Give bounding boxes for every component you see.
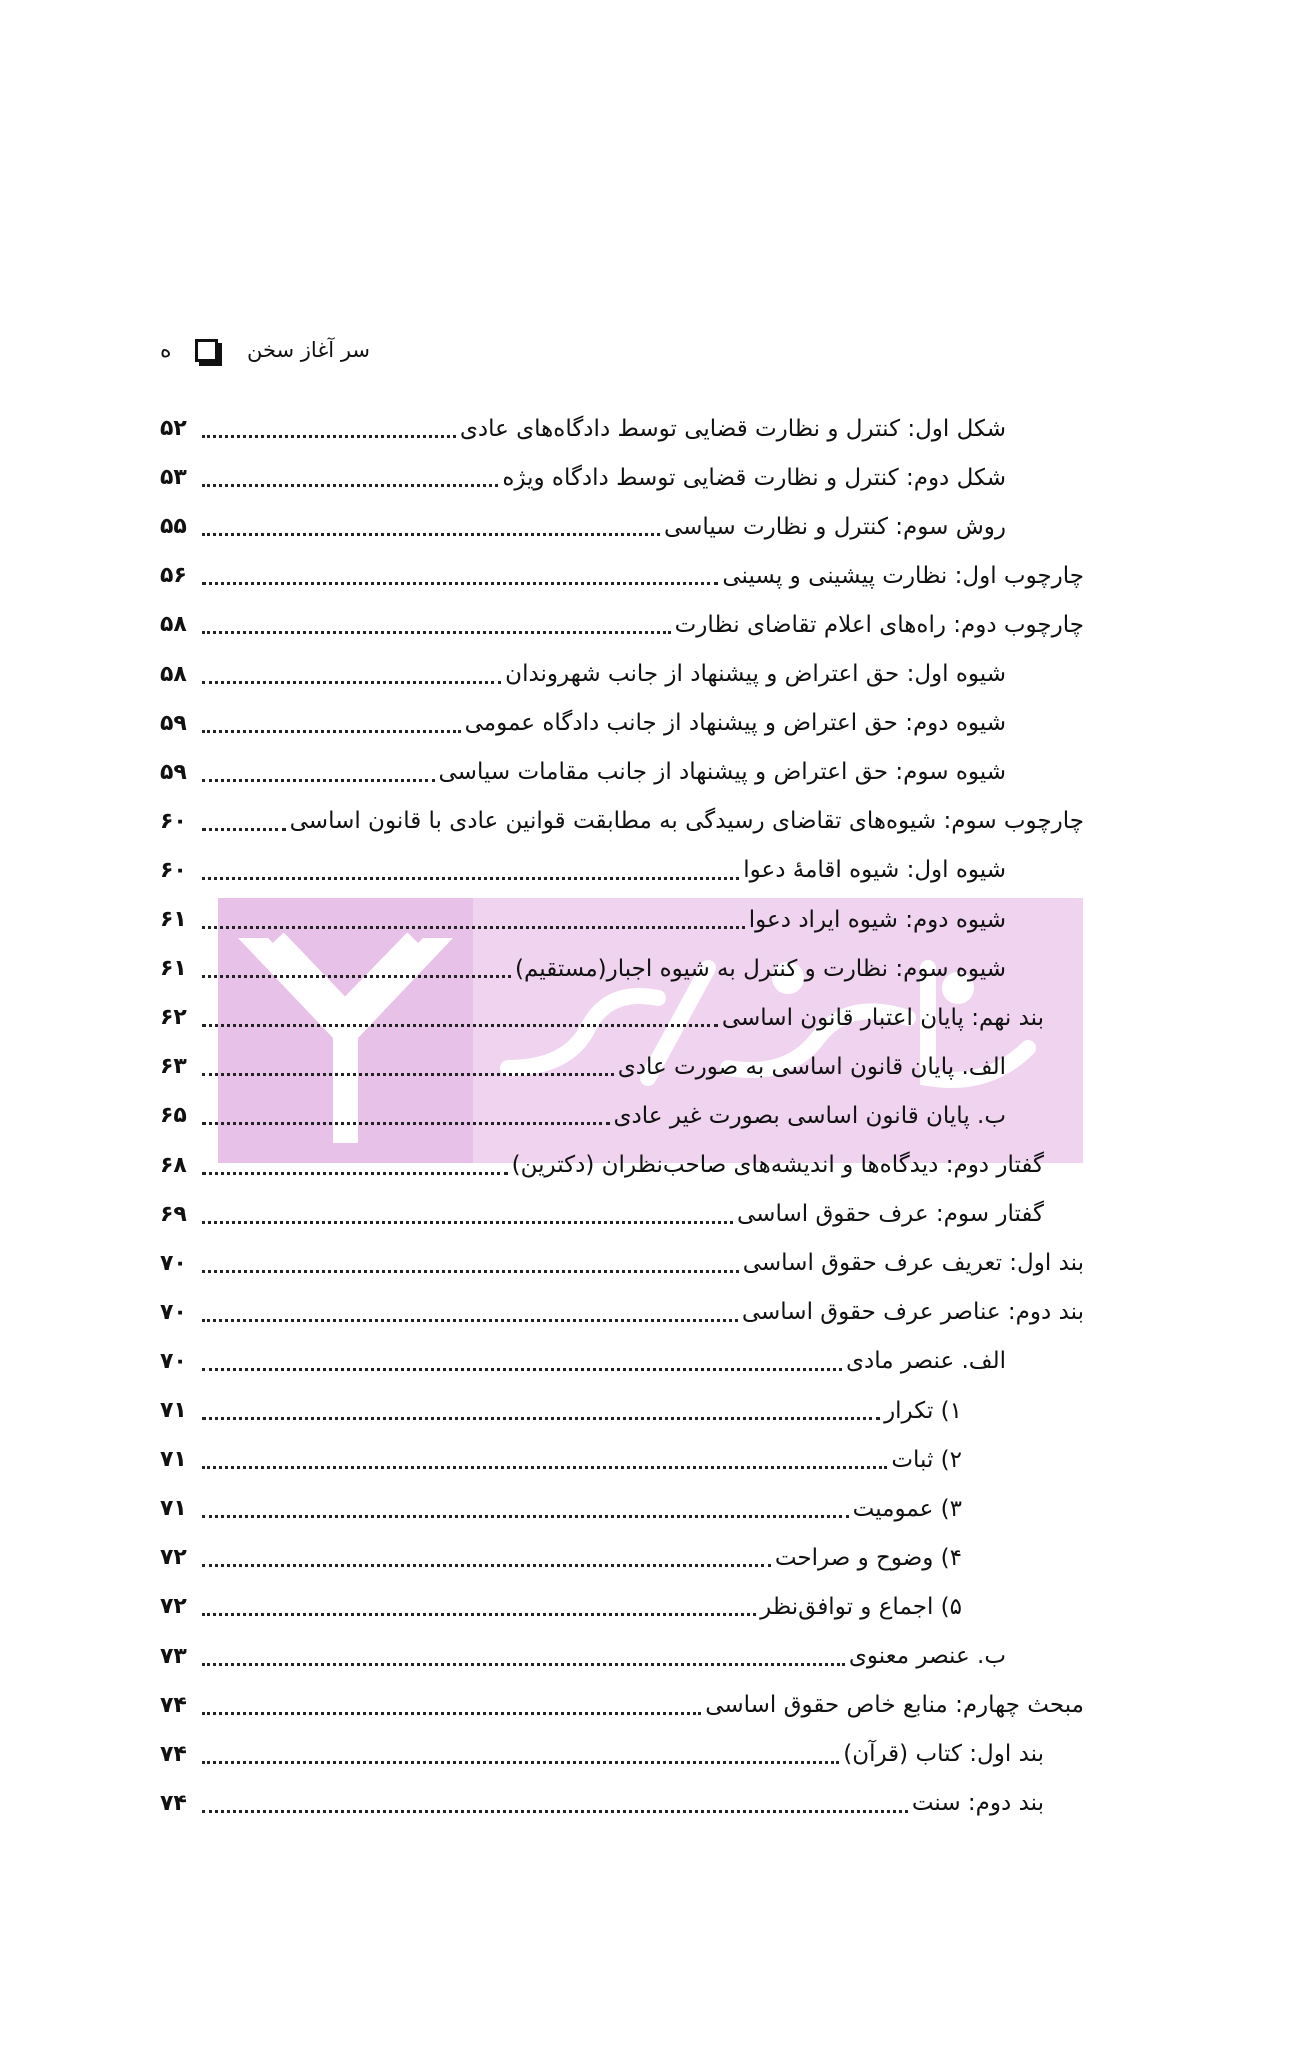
toc-entry[interactable] [160,1239,1084,1288]
toc-entry-page: ۷۰ [160,1299,187,1325]
toc-entry-page: ۶۸ [160,1152,187,1178]
dot-leader [202,1417,880,1420]
page-folio: ه [160,337,172,363]
dot-leader [202,828,286,831]
toc-entry[interactable] [160,551,1084,600]
toc-entry[interactable] [160,699,1006,748]
toc-entry-page: ۵۸ [160,661,187,687]
toc-entry-page: ۵۳ [160,465,187,491]
toc-entry-title: بند دوم: سنت [911,1790,1044,1817]
toc-entry[interactable] [160,1779,1044,1828]
toc-entry-page: ۷۱ [160,1447,187,1473]
dot-leader [202,779,435,782]
toc-entry[interactable] [160,453,1006,502]
toc-entry[interactable] [160,1337,1006,1386]
toc-entry-title: ۳) عمومیت [852,1495,962,1522]
toc-entry-page: ۵۸ [160,612,187,638]
toc-entry-title: ۵) اجماع و توافق‌نظر [760,1593,962,1620]
dot-leader [202,1761,839,1764]
toc-entry-title: بند نهم: پایان اعتبار قانون اساسی [721,1004,1044,1031]
dot-leader [202,1319,738,1322]
toc-entry-page: ۵۵ [160,514,187,540]
toc-entry[interactable] [160,1288,1084,1337]
toc-entry[interactable] [160,993,1044,1042]
dot-leader [202,1073,614,1076]
running-title: سر آغاز سخن [246,338,370,362]
toc-entry-title: بند اول: تعریف عرف حقوق اساسی [742,1250,1084,1277]
toc-entry-page: ۶۳ [160,1054,187,1080]
toc-entry-page: ۷۴ [160,1692,187,1718]
toc-entry-title: گفتار دوم: دیدگاه‌ها و اندیشه‌های صاحب‌نظران (دکترین) [511,1152,1044,1178]
toc-entry-page: ۷۲ [160,1594,187,1620]
dot-leader [202,533,660,536]
toc-entry-title: شیوه سوم: حق اعتراض و پیشنهاد از جانب مقامات سیاسی [438,759,1006,786]
toc-entry[interactable] [160,502,1006,551]
toc-entry-page: ۵۶ [160,563,187,589]
dot-leader [202,877,739,880]
toc-entry-title: شیوه سوم: نظارت و کنترل به شیوه اجبار(مستقیم) [515,955,1006,982]
dot-leader [202,1221,733,1224]
dot-leader [202,1810,908,1813]
toc-entry-title: مبحث چهارم: منابع خاص حقوق اساسی [705,1692,1084,1719]
toc-entry[interactable] [160,1632,1006,1681]
toc-entry-page: ۷۴ [160,1741,187,1767]
toc-entry-page: ۵۲ [160,416,187,441]
toc-entry[interactable] [160,1730,1044,1779]
toc-entry-page: ۶۵ [160,1103,187,1129]
toc-entry[interactable] [160,944,1006,993]
dot-leader [202,631,671,634]
dot-leader [202,730,461,733]
dot-leader [202,1564,771,1567]
toc-entry-page: ۶۰ [160,857,187,883]
toc-entry[interactable] [160,650,1006,699]
dot-leader [202,435,456,438]
toc-entry[interactable] [160,600,1084,649]
dot-leader [202,1712,701,1715]
dot-leader [202,926,745,929]
toc-entry-page: ۶۰ [160,808,187,834]
dot-leader [202,1122,610,1125]
toc-entry-title: ب. عنصر معنوی [848,1643,1006,1669]
toc-entry-page: ۷۱ [160,1496,187,1522]
dot-leader [202,1613,756,1616]
toc-entry-title: شکل اول: کنترل و نظارت قضایی توسط دادگاه‌های عادی [459,415,1006,442]
toc-entry-title: ۱) تکرار [884,1397,962,1424]
dot-leader [202,1368,842,1371]
toc-entry-title: ۴) وضوح و صراحت [774,1544,962,1571]
dot-leader [202,484,498,487]
toc-entry-page: ۷۰ [160,1348,187,1374]
toc-entry-page: ۷۱ [160,1398,187,1423]
toc-entry-title: گفتار سوم: عرف حقوق اساسی [737,1201,1044,1228]
toc-entry-page: ۷۰ [160,1250,187,1276]
dot-leader [202,1270,739,1273]
toc-entry-page: ۵۹ [160,759,187,785]
toc-entry-page: ۷۴ [160,1790,187,1816]
toc-entry-title: شیوه اول: حق اعتراض و پیشنهاد از جانب شهروندان [505,661,1006,687]
toc-entry-page: ۶۱ [160,956,187,982]
toc-entry-title: چارچوب سوم: شیوه‌های تقاضای رسیدگی به مطابقت قوانین عادی با قانون اساسی [289,808,1084,835]
toc-entry-title: چارچوب اول: نظارت پیشینی و پسینی [722,562,1084,589]
dot-leader [202,582,718,585]
toc-entry-page: ۶۲ [160,1005,187,1031]
toc-entry[interactable] [160,1386,962,1435]
toc-entry[interactable] [160,1681,1084,1730]
toc-entry-title: بند اول: کتاب (قرآن) [843,1741,1044,1768]
dot-leader [202,1024,718,1027]
toc-entry-title: شیوه اول: شیوه اقامهٔ دعوا [743,857,1006,884]
toc-entry-title: شکل دوم: کنترل و نظارت قضایی توسط دادگاه ویژه [502,464,1006,491]
toc-entry[interactable] [160,1582,962,1631]
toc-entry[interactable] [160,748,1006,797]
toc-entry-title: چارچوب دوم: راه‌های اعلام تقاضای نظارت [674,611,1084,638]
toc-entry-page: ۷۳ [160,1643,187,1669]
toc-entry[interactable] [160,846,1006,895]
toc-entry[interactable] [160,1533,962,1582]
toc-entry-page: ۶۹ [160,1201,187,1227]
toc-entry[interactable] [160,1042,1006,1091]
toc-entry-title: روش سوم: کنترل و نظارت سیاسی [663,513,1006,540]
toc-entry[interactable] [160,1435,962,1484]
toc-entry-title: الف. پایان قانون اساسی به صورت عادی [617,1053,1006,1080]
toc-entry-title: ۲) ثبات [891,1446,962,1473]
toc-entry[interactable] [160,1190,1044,1239]
dot-leader [202,1172,508,1175]
toc-entry[interactable] [160,1091,1006,1140]
dot-leader [202,975,511,978]
toc-entry[interactable] [160,1141,1044,1190]
toc-entry-page: ۵۹ [160,710,187,736]
dot-leader [202,1663,845,1666]
toc-entry-title: الف. عنصر مادی [845,1348,1006,1375]
toc-entry-title: بند دوم: عناصر عرف حقوق اساسی [741,1299,1084,1326]
dot-leader [202,1466,887,1469]
toc-entry-title: ب. پایان قانون اساسی بصورت غیر عادی [613,1102,1006,1129]
toc-entry[interactable] [160,404,1006,453]
toc-entry-title: شیوه دوم: شیوه ایراد دعوا [748,906,1006,933]
toc-entry[interactable] [160,797,1084,846]
toc-entry[interactable] [160,1484,962,1533]
toc-entry[interactable] [160,895,1006,944]
toc-entry-title: شیوه دوم: حق اعتراض و پیشنهاد از جانب دادگاه عمومی [464,710,1006,737]
toc-entry-page: ۷۲ [160,1545,187,1571]
dot-leader [202,681,501,684]
dot-leader [202,1515,849,1518]
toc-entry-page: ۶۱ [160,907,187,932]
